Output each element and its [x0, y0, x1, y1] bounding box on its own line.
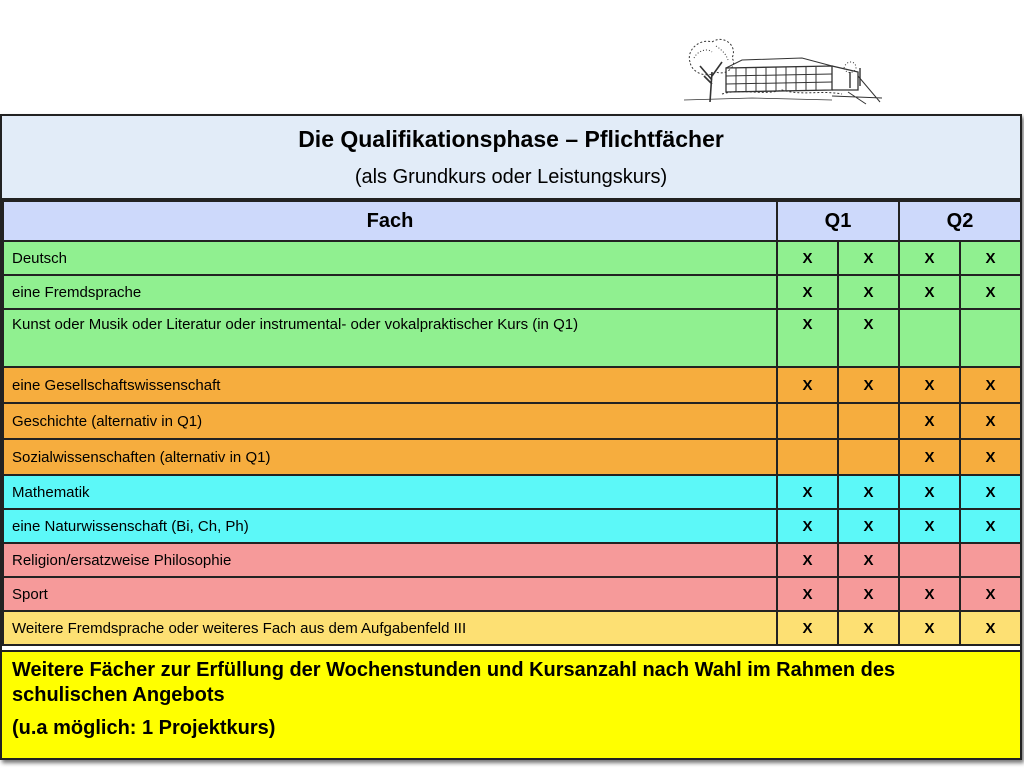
subject-cell: Mathematik	[3, 475, 777, 509]
mark-cell: X	[960, 577, 1021, 611]
subject-cell: eine Naturwissenschaft (Bi, Ch, Ph)	[3, 509, 777, 543]
subject-cell: Geschichte (alternativ in Q1)	[3, 403, 777, 439]
mark-cell: X	[899, 241, 960, 275]
table-row	[3, 403, 1021, 439]
mark-cell: X	[777, 275, 838, 309]
mark-cell: X	[899, 611, 960, 645]
mark-cell	[838, 439, 899, 475]
mark-cell: X	[777, 577, 838, 611]
column-header-q2: Q2	[899, 201, 1021, 241]
mark-cell: X	[838, 275, 899, 309]
mark-cell: X	[838, 611, 899, 645]
mark-cell	[960, 543, 1021, 577]
mark-cell: X	[777, 509, 838, 543]
table-row	[3, 309, 1021, 367]
column-header-subject: Fach	[3, 201, 777, 241]
mark-cell: X	[838, 543, 899, 577]
mark-cell: X	[777, 367, 838, 403]
mark-cell: X	[838, 367, 899, 403]
mark-cell: X	[899, 275, 960, 309]
mark-cell: X	[838, 509, 899, 543]
subject-cell: Weitere Fremdsprache oder weiteres Fach aus dem Aufgabenfeld III	[3, 611, 777, 645]
mark-cell: X	[899, 577, 960, 611]
mark-cell: X	[838, 309, 899, 367]
mark-cell: X	[960, 611, 1021, 645]
table-row	[3, 367, 1021, 403]
additional-subjects-box	[2, 650, 1020, 758]
subject-cell: Religion/ersatzweise Philosophie	[3, 543, 777, 577]
school-building-sketch-icon	[682, 32, 882, 106]
mark-cell: X	[960, 403, 1021, 439]
mark-cell: X	[838, 577, 899, 611]
mark-cell: X	[777, 309, 838, 367]
mark-cell: X	[899, 439, 960, 475]
mark-cell: X	[960, 275, 1021, 309]
table-row	[3, 611, 1021, 645]
mark-cell: X	[960, 475, 1021, 509]
mark-cell	[960, 309, 1021, 367]
mark-cell: X	[777, 611, 838, 645]
subject-cell: Kunst oder Musik oder Literatur oder instrumental- oder vokalpraktischer Kurs (in Q1)	[3, 309, 777, 367]
title-box	[2, 116, 1020, 200]
table-row	[3, 509, 1021, 543]
mark-cell	[899, 309, 960, 367]
project-course-note: (u.a möglich: 1 Projektkurs)	[12, 717, 276, 739]
table-row	[3, 577, 1021, 611]
mark-cell	[838, 403, 899, 439]
mark-cell: X	[960, 509, 1021, 543]
subject-cell: Sozialwissenschaften (alternativ in Q1)	[3, 439, 777, 475]
additional-subjects-text: Weitere Fächer zur Erfüllung der Wochenstunden und Kursanzahl nach Wahl im Rahmen des schulischen Angebots	[12, 659, 896, 706]
mark-cell	[777, 403, 838, 439]
qualification-phase-panel	[0, 114, 1022, 760]
subjects-table	[2, 200, 1022, 646]
subject-cell: eine Fremdsprache	[3, 275, 777, 309]
mark-cell: X	[899, 403, 960, 439]
column-header-q1: Q1	[777, 201, 899, 241]
table-header-row	[3, 201, 1021, 241]
mark-cell: X	[960, 439, 1021, 475]
mark-cell: X	[838, 475, 899, 509]
table-row	[3, 439, 1021, 475]
mark-cell: X	[777, 475, 838, 509]
mark-cell	[899, 543, 960, 577]
table-row	[3, 275, 1021, 309]
table-row	[3, 543, 1021, 577]
mark-cell: X	[899, 367, 960, 403]
mark-cell: X	[838, 241, 899, 275]
mark-cell: X	[899, 475, 960, 509]
mark-cell: X	[777, 241, 838, 275]
mark-cell: X	[960, 367, 1021, 403]
subject-cell: Deutsch	[3, 241, 777, 275]
page-subtitle: (als Grundkurs oder Leistungskurs)	[354, 166, 668, 188]
table-row	[3, 241, 1021, 275]
subject-cell: Sport	[3, 577, 777, 611]
mark-cell: X	[899, 509, 960, 543]
mark-cell: X	[777, 543, 838, 577]
table-row	[3, 475, 1021, 509]
mark-cell: X	[960, 241, 1021, 275]
page-title: Die Qualifikationsphase – Pflichtfächer	[298, 126, 724, 152]
mark-cell	[777, 439, 838, 475]
subject-cell: eine Gesellschaftswissenschaft	[3, 367, 777, 403]
